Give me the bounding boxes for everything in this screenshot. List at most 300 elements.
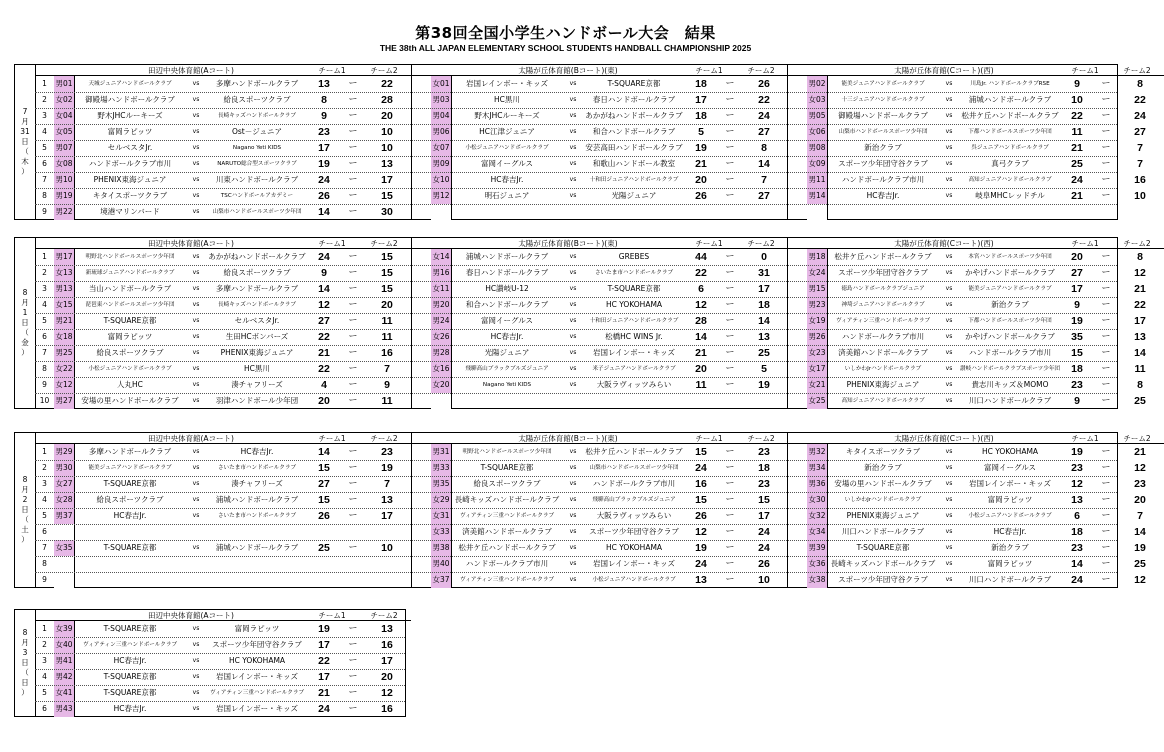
- row-number: 8: [35, 556, 55, 572]
- team1-score: 27: [318, 315, 330, 327]
- team1-score: 6: [698, 283, 704, 295]
- vs-label: vs: [569, 160, 577, 167]
- team2-name: 山梨市ハンドボールスポーツ少年団: [589, 465, 679, 471]
- team1-name: キタイスポーツクラブ: [92, 191, 168, 200]
- row-number: 4: [35, 297, 55, 313]
- vs-label: vs: [192, 480, 200, 487]
- team2-score: 12: [1134, 574, 1146, 586]
- team1-name: 御殿場ハンドボールクラブ: [838, 111, 928, 120]
- row-divider: [35, 653, 405, 654]
- team2-score: 7: [384, 478, 390, 490]
- date-char: 2: [22, 495, 28, 504]
- vs-label: vs: [569, 333, 577, 340]
- team2-name: HC YOKOHAMA: [605, 300, 663, 309]
- vs-label: vs: [945, 301, 953, 308]
- match-id: 男33: [431, 460, 452, 476]
- match-row: [35, 249, 411, 265]
- row-divider: [35, 524, 1117, 525]
- team2-score: 10: [1134, 190, 1146, 202]
- vs-label: vs: [192, 80, 200, 87]
- match-row: [788, 572, 1164, 588]
- team2-score: 10: [381, 126, 393, 138]
- day-block: [14, 64, 1151, 220]
- team2-name: 能美ジュニアハンドボールクラブ: [968, 286, 1052, 292]
- vs-label: vs: [192, 253, 200, 260]
- score-dash: ー: [725, 268, 735, 278]
- team1-name: ハンドボールクラブ市川: [465, 559, 549, 568]
- date-char: 月: [21, 485, 29, 494]
- team1-score: 21: [1071, 190, 1083, 202]
- score-dash: ー: [725, 495, 735, 505]
- team1-score: 13: [1071, 494, 1083, 506]
- match-id: 男39: [807, 540, 828, 556]
- match-row: [788, 204, 1164, 220]
- date-char: 8: [22, 628, 28, 637]
- team1-name: PHENIX東海ジュニア: [846, 511, 920, 520]
- team1-name: 安場の里ハンドボールクラブ: [81, 396, 179, 405]
- row-divider: [35, 637, 405, 638]
- match-row: [788, 460, 1164, 476]
- team2-name: ハンドボールクラブ市川: [968, 348, 1052, 357]
- team2-name: 飛騨高山ブラックブルズジュニア: [592, 497, 676, 503]
- team2-score: 9: [384, 379, 390, 391]
- match-id: 男16: [431, 265, 452, 281]
- team2-score: 24: [1134, 110, 1146, 122]
- vs-label: vs: [192, 160, 200, 167]
- team1-name: スポーツ少年団守谷クラブ: [838, 159, 928, 168]
- match-id: 男09: [431, 156, 452, 172]
- match-id: 女09: [807, 156, 828, 172]
- match-id: 女25: [807, 393, 828, 409]
- score-dash: ー: [725, 575, 735, 585]
- team1-name: 浦城ハンドボールクラブ: [465, 252, 549, 261]
- team2-name: ヴィアティン三重ハンドボールクラブ: [209, 690, 305, 696]
- row-number: 2: [35, 637, 55, 653]
- match-id: 女41: [54, 685, 75, 701]
- team2-score: 14: [758, 315, 770, 327]
- team1-score: 22: [318, 363, 330, 375]
- team1-score: 24: [695, 462, 707, 474]
- vs-label: vs: [945, 544, 953, 551]
- team2-score: 14: [758, 158, 770, 170]
- team1-score: 11: [695, 379, 707, 391]
- match-id: 男23: [807, 297, 828, 313]
- score-dash: ー: [1101, 191, 1111, 201]
- team2-name: 大阪ラヴィッツみらい: [596, 380, 672, 389]
- match-row: [35, 701, 411, 717]
- vs-label: vs: [569, 544, 577, 551]
- vs-label: vs: [192, 657, 200, 664]
- score-dash: ー: [725, 143, 735, 153]
- row-divider: [35, 156, 1117, 157]
- team2-score: 8: [1137, 78, 1143, 90]
- match-row: [788, 249, 1164, 265]
- match-id: 女07: [431, 140, 452, 156]
- team1-score: 15: [695, 494, 707, 506]
- match-id: 男21: [54, 313, 75, 329]
- team1-name: スポーツ少年団守谷クラブ: [838, 575, 928, 584]
- team2-score: 14: [1134, 526, 1146, 538]
- team2-name: さいたま市ハンドボールクラブ: [217, 513, 297, 519]
- vs-label: vs: [945, 480, 953, 487]
- date-char: 3: [22, 648, 28, 657]
- vs-label: vs: [569, 269, 577, 276]
- team2-name: 安芸高田ハンドボールクラブ: [585, 143, 683, 152]
- team2-score: 21: [1134, 283, 1146, 295]
- row-number: 3: [35, 108, 55, 124]
- match-row: [788, 524, 1164, 540]
- vs-label: vs: [569, 192, 577, 199]
- vs-label: vs: [192, 448, 200, 455]
- team2-name: 生田HCボンバーズ: [225, 332, 289, 341]
- team2-name: T-SQUARE京都: [607, 79, 661, 88]
- team1-score: 19: [695, 142, 707, 154]
- team1-name: 明石ジュニア: [484, 191, 530, 200]
- score-dash: ー: [1101, 300, 1111, 310]
- team2-name: TSCハンドボールアカデミー: [220, 193, 294, 199]
- team2-name: HC春吉Jr.: [240, 447, 274, 456]
- score-dash: ー: [348, 640, 358, 650]
- vs-label: vs: [192, 673, 200, 680]
- date-char: 木: [21, 157, 29, 166]
- team2-score: 17: [381, 174, 393, 186]
- score-dash: ー: [725, 447, 735, 457]
- row-divider: [35, 540, 1117, 541]
- match-row: [788, 361, 1164, 377]
- match-row: [35, 140, 411, 156]
- vs-label: vs: [569, 253, 577, 260]
- row-divider: [35, 108, 1117, 109]
- vs-label: vs: [945, 448, 953, 455]
- team2-name: さいたま市ハンドボールクラブ: [217, 465, 297, 471]
- team2-score: 12: [381, 687, 393, 699]
- vs-label: vs: [569, 112, 577, 119]
- match-row: [35, 377, 411, 393]
- team2-score: 22: [1134, 299, 1146, 311]
- match-row: [35, 92, 411, 108]
- match-id: 女24: [807, 265, 828, 281]
- team2-score: 8: [1137, 379, 1143, 391]
- match-row: [35, 540, 411, 556]
- score-dash: ー: [348, 207, 358, 217]
- score-dash: ー: [725, 252, 735, 262]
- match-id: 女29: [431, 492, 452, 508]
- team2-score: 17: [381, 510, 393, 522]
- row-number: 3: [35, 281, 55, 297]
- header-underline: [35, 65, 411, 76]
- match-row: [788, 329, 1164, 345]
- venue-header: 田辺中央体育館(Aコート): [75, 238, 307, 249]
- match-id: 女39: [54, 621, 75, 637]
- row-number: 2: [35, 460, 55, 476]
- match-row: [788, 492, 1164, 508]
- vs-label: vs: [569, 301, 577, 308]
- match-id: 男36: [807, 476, 828, 492]
- match-id: 男17: [54, 249, 75, 265]
- team1-name: いしかわJrハンドボールクラブ: [844, 497, 922, 503]
- score-dash: ー: [1101, 284, 1111, 294]
- team2-score: 16: [381, 639, 393, 651]
- team2-name: 和合ハンドボールクラブ: [592, 127, 676, 136]
- score-dash: ー: [348, 159, 358, 169]
- match-id: 男42: [54, 669, 75, 685]
- match-row: [412, 204, 788, 220]
- team2-score: 26: [758, 78, 770, 90]
- match-row: [788, 297, 1164, 313]
- team2-score: 27: [758, 126, 770, 138]
- team1-name: ハンドボールクラブ市川: [88, 159, 172, 168]
- header-underline: [35, 610, 411, 621]
- match-id: 男41: [54, 653, 75, 669]
- team2-name: 湊チャフリーズ: [231, 380, 283, 389]
- team1-name: 人丸HC: [117, 380, 143, 389]
- match-id: 男06: [431, 124, 452, 140]
- row-number: 1: [35, 249, 55, 265]
- team1-score: 13: [318, 78, 330, 90]
- team1-name: 給良スポーツクラブ: [96, 495, 164, 504]
- team1-score: 15: [695, 446, 707, 458]
- team2-score: 11: [381, 331, 393, 343]
- team1-score: 26: [695, 510, 707, 522]
- match-id: 男30: [54, 460, 75, 476]
- team2-name: HC YOKOHAMA: [605, 543, 663, 552]
- team2-score: 10: [758, 574, 770, 586]
- score-dash: ー: [1101, 479, 1111, 489]
- row-number: 7: [35, 172, 55, 188]
- score-dash: ー: [348, 656, 358, 666]
- match-id: 男24: [431, 313, 452, 329]
- team1-score: 20: [695, 363, 707, 375]
- score-dash: ー: [348, 316, 358, 326]
- team2-header: チーム2: [357, 610, 411, 621]
- team1-score: 9: [1074, 395, 1080, 407]
- match-id: 女22: [54, 361, 75, 377]
- match-id: [54, 572, 75, 588]
- team1-score: 18: [1071, 363, 1083, 375]
- match-id: 男11: [807, 172, 828, 188]
- team1-name: 明野北ハンドボールスポーツ少年団: [85, 254, 175, 260]
- match-id: 女03: [807, 92, 828, 108]
- vs-label: vs: [192, 208, 200, 215]
- date-char: 月: [21, 298, 29, 307]
- team1-score: 12: [318, 299, 330, 311]
- team1-name: 神埼ジュニアハンドボールクラブ: [841, 302, 925, 308]
- team2-header: チーム2: [734, 238, 788, 249]
- team2-name: 川島Jr. ハンドボールクラブRSE: [970, 81, 1050, 87]
- team2-name: GREBES: [618, 252, 650, 261]
- match-row: [35, 76, 411, 92]
- team1-score: 11: [1071, 126, 1083, 138]
- team2-score: 22: [1134, 94, 1146, 106]
- row-divider: [35, 476, 1117, 477]
- team2-score: 15: [758, 494, 770, 506]
- team1-name: ハンドボールクラブ市川: [841, 175, 925, 184]
- match-id: [431, 393, 452, 409]
- team2-score: 28: [381, 94, 393, 106]
- row-divider: [35, 556, 1117, 557]
- row-divider: [35, 172, 1117, 173]
- team1-name: 新治クラブ: [864, 143, 902, 152]
- score-dash: ー: [725, 463, 735, 473]
- match-row: [412, 476, 788, 492]
- score-dash: ー: [725, 111, 735, 121]
- match-row: [412, 313, 788, 329]
- row-divider: [35, 701, 405, 702]
- match-id: 男26: [807, 329, 828, 345]
- score-dash: ー: [725, 316, 735, 326]
- team2-name: 岐阜MHCレッドチル: [975, 191, 1045, 200]
- row-divider: [35, 345, 1117, 346]
- team2-name: 岩国レインボー・キッズ: [216, 672, 298, 681]
- match-id: 女13: [54, 265, 75, 281]
- match-row: [412, 524, 788, 540]
- team1-name: 安場の里ハンドボールクラブ: [834, 479, 932, 488]
- score-dash: ー: [348, 143, 358, 153]
- team1-name: 川口ハンドボールクラブ: [841, 527, 925, 536]
- team2-score: 7: [384, 363, 390, 375]
- match-id: 女34: [807, 524, 828, 540]
- team1-score: 35: [1071, 331, 1083, 343]
- team1-score: 15: [318, 494, 330, 506]
- match-id: 男10: [54, 172, 75, 188]
- team2-name: 多摩ハンドボールクラブ: [215, 284, 299, 293]
- team2-score: 19: [758, 379, 770, 391]
- header-underline: [412, 65, 788, 76]
- team1-name: HC春吉Jr.: [866, 191, 900, 200]
- team1-score: 18: [1071, 526, 1083, 538]
- team1-score: 18: [695, 110, 707, 122]
- match-row: [35, 297, 411, 313]
- team1-score: 44: [695, 251, 707, 263]
- team1-name: T-SQUARE京都: [103, 316, 157, 325]
- venue-header: 田辺中央体育館(Aコート): [75, 433, 307, 444]
- date-char: 31: [20, 127, 30, 136]
- team2-header: チーム2: [1110, 65, 1164, 76]
- team1-score: 17: [318, 142, 330, 154]
- team2-score: 10: [381, 142, 393, 154]
- team2-score: 7: [1137, 510, 1143, 522]
- score-dash: ー: [1101, 127, 1111, 137]
- row-divider: [35, 508, 1117, 509]
- vs-label: vs: [945, 144, 953, 151]
- date-char: （: [21, 515, 29, 524]
- team1-name: 和合ハンドボールクラブ: [465, 300, 549, 309]
- vs-label: vs: [192, 269, 200, 276]
- team2-name: 小松ジュニアハンドボールクラブ: [968, 513, 1052, 519]
- date-char: ）: [21, 535, 29, 544]
- vs-label: vs: [945, 512, 953, 519]
- team1-score: 23: [1071, 542, 1083, 554]
- vs-label: vs: [569, 528, 577, 535]
- team2-score: 12: [1134, 462, 1146, 474]
- score-dash: ー: [1101, 175, 1111, 185]
- team2-name: HC春吉Jr.: [993, 527, 1027, 536]
- venue-header: 田辺中央体育館(Aコート): [75, 65, 307, 76]
- match-row: [412, 492, 788, 508]
- team2-name: あかがねハンドボールクラブ: [585, 111, 683, 120]
- team1-score: 18: [695, 78, 707, 90]
- score-dash: ー: [348, 127, 358, 137]
- vs-label: vs: [569, 176, 577, 183]
- match-id: 男31: [431, 444, 452, 460]
- team1-name: HC江津ジュニア: [479, 127, 535, 136]
- venue-header: 太陽が丘体育館(Cコート)(西): [828, 65, 1060, 76]
- match-row: [412, 540, 788, 556]
- date-char: ）: [21, 348, 29, 357]
- score-dash: ー: [1101, 495, 1111, 505]
- match-id: 女12: [54, 377, 75, 393]
- team1-name: 富岡ラピッツ: [107, 127, 153, 136]
- match-row: [412, 140, 788, 156]
- score-dash: ー: [725, 511, 735, 521]
- team1-score: 23: [1071, 462, 1083, 474]
- team1-name: 小松ジュニアハンドボールクラブ: [88, 366, 172, 372]
- header-underline: [788, 433, 1164, 444]
- team2-name: 川東ハンドボールクラブ: [215, 175, 299, 184]
- score-dash: ー: [725, 127, 735, 137]
- match-row: [412, 76, 788, 92]
- team2-score: 19: [1134, 542, 1146, 554]
- team2-name: 十和田ジュニアハンドボールクラブ: [589, 318, 679, 324]
- match-id: 男43: [54, 701, 75, 717]
- score-dash: ー: [725, 332, 735, 342]
- date-char: 1: [22, 308, 28, 317]
- row-divider: [35, 492, 1117, 493]
- match-id: 男29: [54, 444, 75, 460]
- team2-score: 21: [1134, 446, 1146, 458]
- team1-name: 新琉球ジュニアハンドボールクラブ: [85, 270, 175, 276]
- match-id: 女14: [431, 249, 452, 265]
- match-row: [412, 377, 788, 393]
- match-id: 男07: [54, 140, 75, 156]
- date-char: ）: [21, 167, 29, 176]
- team1-score: 14: [695, 331, 707, 343]
- score-dash: ー: [348, 332, 358, 342]
- match-row: [412, 393, 788, 409]
- team1-name: 野木JHCルーキーズ: [97, 111, 163, 120]
- team1-name: ヴィアティン三重ハンドボールクラブ: [459, 577, 555, 583]
- team1-score: 19: [318, 623, 330, 635]
- team2-name: HC YOKOHAMA: [981, 447, 1039, 456]
- team1-name: 野木JHCルーキーズ: [474, 111, 540, 120]
- header-underline: [788, 65, 1164, 76]
- date-char: 日: [21, 318, 29, 327]
- venue-header: 太陽が丘体育館(Cコート)(西): [828, 433, 1060, 444]
- team1-score: 24: [695, 558, 707, 570]
- team1-score: 23: [1071, 379, 1083, 391]
- team1-name: 高知ジュニアハンドボールクラブ: [841, 398, 925, 404]
- team2-name: Ost－ジュニア: [231, 127, 283, 136]
- match-id: 男15: [807, 281, 828, 297]
- team1-name: 光陽ジュニア: [484, 348, 530, 357]
- team1-score: 6: [1074, 510, 1080, 522]
- team2-score: 17: [1134, 315, 1146, 327]
- team2-score: 17: [758, 510, 770, 522]
- team2-score: 19: [381, 462, 393, 474]
- team1-score: 24: [1071, 174, 1083, 186]
- match-id: 女16: [431, 361, 452, 377]
- match-row: [788, 140, 1164, 156]
- team2-score: 17: [381, 655, 393, 667]
- match-id: [807, 204, 828, 220]
- header-underline: [788, 238, 1164, 249]
- vs-label: vs: [569, 381, 577, 388]
- team2-header: チーム2: [1110, 238, 1164, 249]
- venue-header: 太陽が丘体育館(Cコート)(西): [828, 238, 1060, 249]
- vs-label: vs: [192, 176, 200, 183]
- team1-name: キタイスポーツクラブ: [845, 447, 921, 456]
- team1-score: 25: [318, 542, 330, 554]
